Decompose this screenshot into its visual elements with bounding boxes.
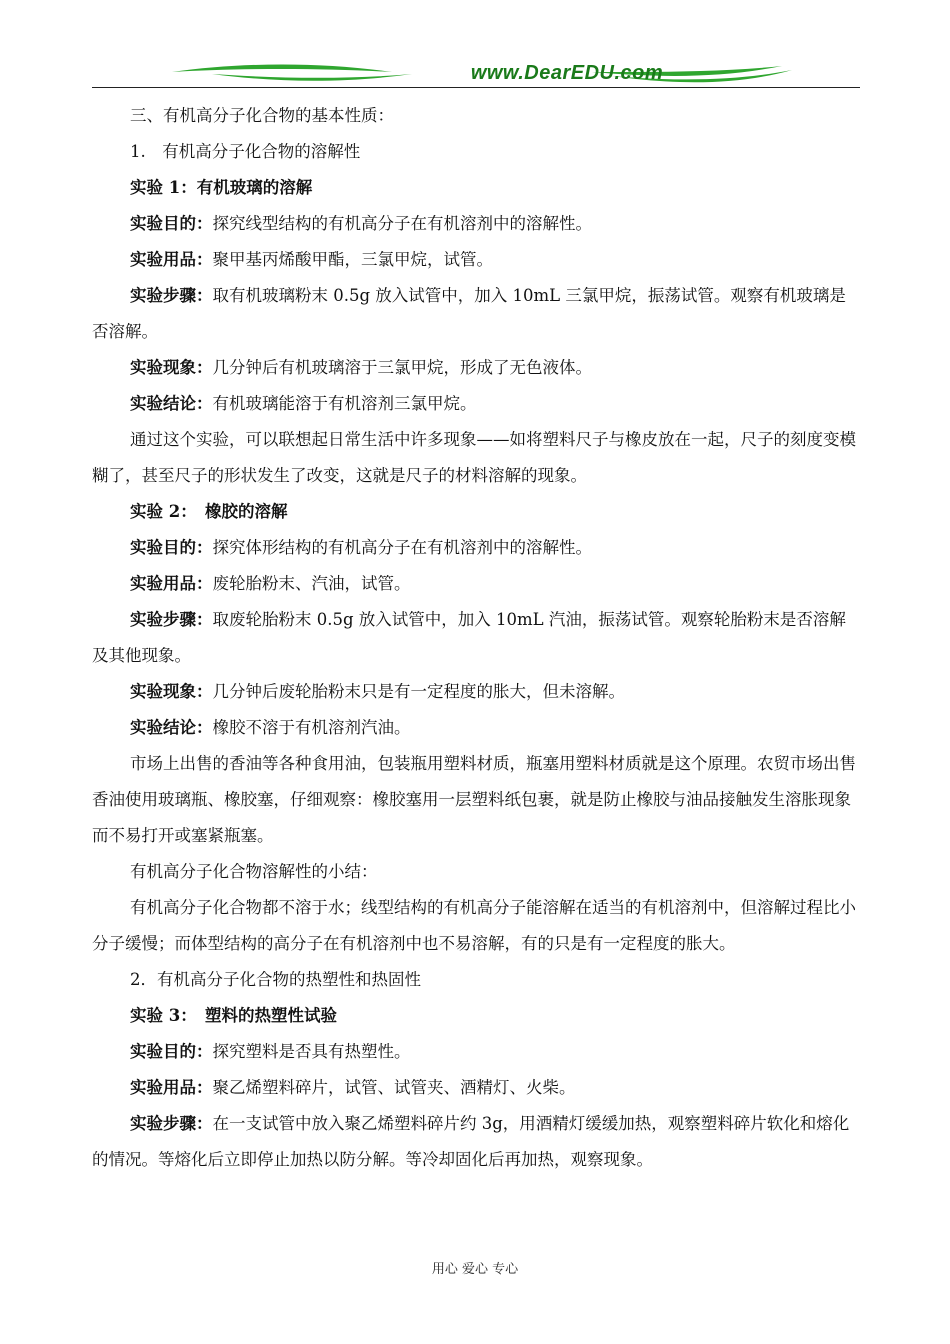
exp3-purpose (92, 1034, 860, 1070)
value: 聚乙烯塑料碎片，试管、试管夹、酒精灯、火柴。 (212, 1078, 576, 1097)
label: 实验现象： (130, 358, 213, 377)
label: 实验用品： (130, 574, 213, 593)
page-footer: 用心 爱心 专心 (431, 1262, 519, 1277)
subsection-heading: 1. 有机高分子化合物的溶解性 (130, 142, 361, 161)
exp2-steps (92, 602, 860, 674)
summary-heading: 有机高分子化合物溶解性的小结： (130, 862, 378, 881)
value: 探究塑料是否具有热塑性。 (212, 1042, 411, 1061)
value: 聚甲基丙烯酸甲酯，三氯甲烷，试管。 (212, 250, 493, 269)
label: 实验结论： (130, 394, 213, 413)
site-logo-text[interactable]: www.DearEDU.com (470, 62, 664, 84)
label: 实验用品： (130, 250, 213, 269)
label: 实验结论： (130, 718, 213, 737)
experiment-2-title: 实验 2： 橡胶的溶解 (130, 502, 288, 521)
label: 实验目的： (130, 538, 213, 557)
value: 探究线型结构的有机高分子在有机溶剂中的溶解性。 (212, 214, 592, 233)
exp2-purpose (92, 530, 860, 566)
exp2-materials (92, 566, 860, 602)
value: 有机玻璃能溶于有机溶剂三氯甲烷。 (212, 394, 477, 413)
exp2-phenomenon (92, 674, 860, 710)
page-header (92, 58, 860, 90)
exp3-steps (92, 1106, 860, 1178)
label: 实验目的： (130, 214, 213, 233)
document-body (92, 98, 860, 1178)
label: 实验步骤： (130, 1114, 213, 1133)
subsection-heading-2: 2．有机高分子化合物的热塑性和热固性 (130, 970, 421, 989)
experiment-1-title: 实验 1：有机玻璃的溶解 (130, 178, 313, 197)
exp3-materials (92, 1070, 860, 1106)
header-rule (92, 87, 860, 88)
paragraph-1: 通过这个实验，可以联想起日常生活中许多现象——如将塑料尺子与橡皮放在一起，尺子的刻度变模糊了，甚至尺子的形状发生了改变，这就是尺子的材料溶解的现象。 (92, 430, 856, 485)
exp1-phenomenon (92, 350, 860, 386)
exp1-materials (92, 242, 860, 278)
value: 几分钟后废轮胎粉末只是有一定程度的胀大，但未溶解。 (212, 682, 625, 701)
label: 实验现象： (130, 682, 213, 701)
label: 实验目的： (130, 1042, 213, 1061)
summary-text: 有机高分子化合物都不溶于水；线型结构的有机高分子能溶解在适当的有机溶剂中，但溶解过程比小分子缓慢；而体型结构的高分子在有机溶剂中也不易溶解，有的只是有一定程度的胀大。 (92, 898, 856, 953)
paragraph-2: 市场上出售的香油等各种食用油，包装瓶用塑料材质，瓶塞用塑料材质就是这个原理。农贸市场出售香油使用玻璃瓶、橡胶塞，仔细观察：橡胶塞用一层塑料纸包裹，就是防止橡胶与油品接触发生溶胀现象而不易打开或塞紧瓶塞。 (92, 754, 856, 845)
value: 探究体形结构的有机高分子在有机溶剂中的溶解性。 (212, 538, 592, 557)
value: 几分钟后有机玻璃溶于三氯甲烷，形成了无色液体。 (212, 358, 592, 377)
exp1-purpose (92, 206, 860, 242)
value: 取废轮胎粉末 0.5g 放入试管中，加入 10mL 汽油，振荡试管。观察轮胎粉末是否溶解及其他现象。 (92, 610, 846, 665)
label: 实验用品： (130, 1078, 213, 1097)
experiment-3-title: 实验 3： 塑料的热塑性试验 (130, 1006, 337, 1025)
exp2-conclusion (92, 710, 860, 746)
label: 实验步骤： (130, 610, 213, 629)
exp1-steps (92, 278, 860, 350)
label: 实验步骤： (130, 286, 213, 305)
exp1-conclusion (92, 386, 860, 422)
value: 橡胶不溶于有机溶剂汽油。 (212, 718, 411, 737)
section-heading: 三、有机高分子化合物的基本性质： (130, 106, 394, 125)
value: 废轮胎粉末、汽油，试管。 (212, 574, 411, 593)
value: 在一支试管中放入聚乙烯塑料碎片约 3g，用酒精灯缓缓加热，观察塑料碎片软化和熔化的情况。等熔化后立即停止加热以防分解。等冷却固化后再加热，观察现象。 (92, 1114, 850, 1169)
value: 取有机玻璃粉末 0.5g 放入试管中，加入 10mL 三氯甲烷，振荡试管。观察有机玻璃是否溶解。 (92, 286, 846, 341)
